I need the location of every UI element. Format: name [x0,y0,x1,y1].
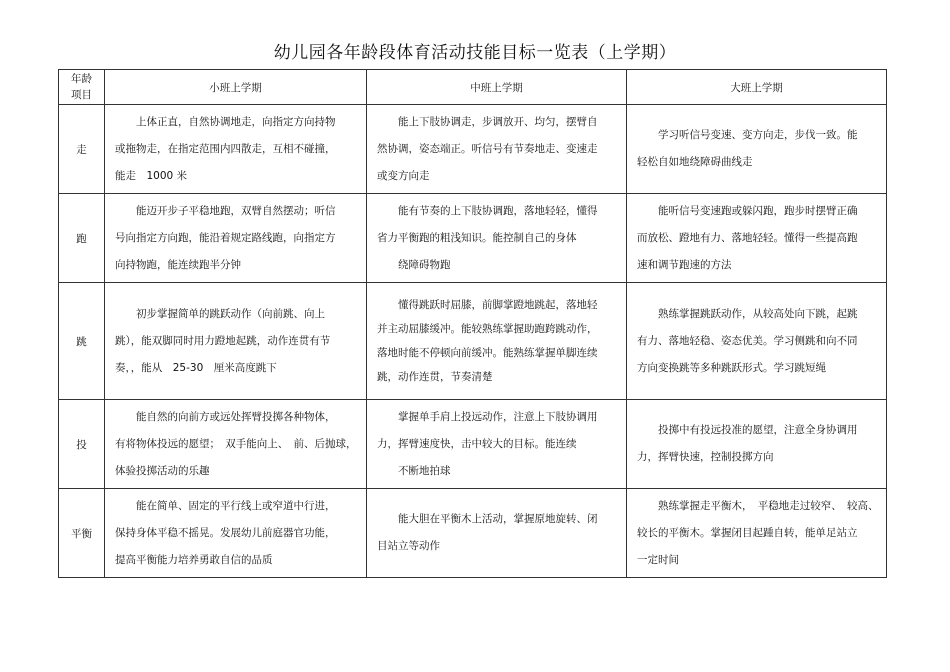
table-row-walk [59,105,887,194]
cell-balance-large: 熟练掌握走平衡木， 平稳地走过较窄、 较高、 较长的平衡木。掌握闭目起踵自转，能单足站立 一定时间 [627,489,887,578]
cell-jump-middle: 懂得跳跃时屈膝，前脚掌蹬地跳起，落地轻 并主动屈膝缓冲。能较熟练掌握助跑跨跳动作， 落地时能不停顿向前缓冲。能熟练掌握单脚连续 跳，动作连贯，节奏清楚 [367,283,627,400]
row-label-walk: 走 [59,105,105,194]
row-label-run: 跑 [59,194,105,283]
cell-throw-middle: 掌握单手肩上投远动作，注意上下肢协调用 力，挥臂速度快，击中较大的目标。能连续 不断地拍球 [367,400,627,489]
cell-throw-small: 能自然的向前方或远处挥臂投掷各种物体， 有将物体投远的愿望； 双手能向上、 前、后抛球， 体验投掷活动的乐趣 [105,400,367,489]
column-header-middle: 中班上学期 [367,70,627,105]
table-row-throw [59,400,887,489]
corner-age-label: 年龄 [71,73,92,85]
table-row-run [59,194,887,283]
cell-jump-small: 初步掌握简单的跳跃动作（向前跳、向上 跳），能双脚同时用力蹬地起跳，动作连贯有节 奏，，能从 25-30 厘米高度跳下 [105,283,367,400]
row-label-jump: 跳 [59,283,105,400]
cell-balance-small: 能在简单、固定的平行线上或窄道中行进， 保持身体平稳不摇晃。发展幼儿前庭器官功能， 提高平衡能力培养勇敢自信的品质 [105,489,367,578]
column-header-large: 大班上学期 [627,70,887,105]
skills-goal-table [58,69,887,578]
cell-run-small: 能迈开步子平稳地跑，双臂自然摆动；听信 号向指定方向跑，能沿着规定路线跑，向指定方 向持物跑，能连续跑半分钟 [105,194,367,283]
corner-header [59,70,105,105]
cell-balance-middle: 能大胆在平衡木上活动，掌握原地旋转、闭 目站立等动作 [367,489,627,578]
cell-run-large: 能听信号变速跑或躲闪跑，跑步时摆臂正确 而放松、蹬地有力、落地轻轻。懂得一些提高跑 速和调节跑速的方法 [627,194,887,283]
cell-jump-large: 熟练掌握跳跃动作，从较高处向下跳，起跳 有力、落地轻稳、姿态优美。学习侧跳和向不同 方向变换跳等多种跳跃形式。学习跳短绳 [627,283,887,400]
cell-walk-small: 上体正直，自然协调地走，向指定方向持物 或拖物走，在指定范围内四散走，互相不碰撞， 能走 1000 米 [105,105,367,194]
row-label-throw: 投 [59,400,105,489]
cell-throw-large: 投掷中有投远投准的愿望，注意全身协调用 力，挥臂快速，控制投掷方向 [627,400,887,489]
cell-run-middle: 能有节奏的上下肢协调跑，落地轻轻，懂得 省力平衡跑的粗浅知识。能控制自己的身体 绕障碍物跑 [367,194,627,283]
row-label-balance: 平衡 [59,489,105,578]
page-title: 幼儿园各年龄段体育活动技能目标一览表（上学期） [273,43,677,63]
cell-walk-large: 学习听信号变速、变方向走，步伐一致。能 轻松自如地绕障碍曲线走 [627,105,887,194]
column-header-small: 小班上学期 [105,70,367,105]
header-row [59,70,887,105]
cell-walk-middle: 能上下肢协调走，步调放开、均匀，摆臂自 然协调，姿态端正。听信号有节奏地走、变速走 或变方向走 [367,105,627,194]
table-row-balance [59,489,887,578]
table-row-jump [59,283,887,400]
corner-item-label: 项目 [71,89,92,101]
